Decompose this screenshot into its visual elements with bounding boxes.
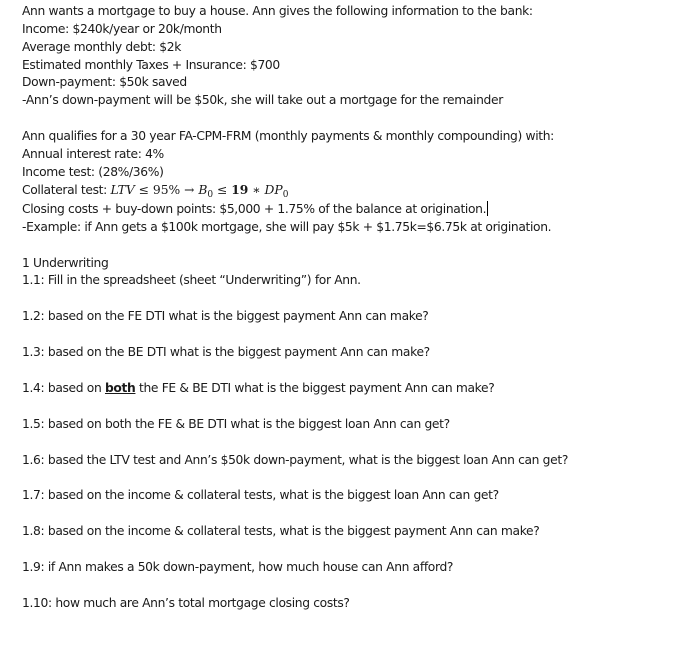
question-1-5: 1.5: based on both the FE & BE DTI what is the biggest loan Ann can get?	[22, 417, 450, 431]
collateral-leq-1: ≤ 95% →	[134, 183, 199, 197]
question-1-2: 1.2: based on the FE DTI what is the biggest payment Ann can make?	[22, 309, 429, 323]
collateral-19: 19	[231, 182, 249, 197]
section-title: 1 Underwriting	[22, 256, 109, 270]
question-1-4	[22, 380, 494, 396]
question-1-8: 1.8: based on the income & collateral tests, what is the biggest payment Ann can make?	[22, 524, 540, 538]
closing-costs-line	[22, 201, 488, 217]
example-line: -Example: if Ann gets a $100k mortgage, she will pay $5k + $1.75k=$6.75k at origination.	[22, 220, 552, 234]
question-1-7: 1.7: based on the income & collateral tests, what is the biggest loan Ann can get?	[22, 488, 499, 502]
intro-line-2: Income: $240k/year or 20k/month	[22, 22, 222, 36]
intro-line-6: -Ann’s down-payment will be $50k, she will take out a mortgage for the remainder	[22, 93, 503, 107]
qualify-line-3: Income test: (28%/36%)	[22, 165, 164, 179]
intro-line-3: Average monthly debt: $2k	[22, 40, 181, 54]
closing-costs-text: Closing costs + buy-down points: $5,000 + 1.75% of the balance at origination.	[22, 202, 487, 216]
collateral-times: ∗	[248, 183, 265, 197]
collateral-dp: DP	[264, 183, 283, 197]
intro-line-5: Down-payment: $50k saved	[22, 75, 187, 89]
intro-line-4: Estimated monthly Taxes + Insurance: $700	[22, 58, 280, 72]
collateral-ltv: LTV	[110, 183, 135, 197]
qualify-line-2: Annual interest rate: 4%	[22, 147, 164, 161]
collateral-test-line	[22, 182, 288, 203]
question-1-4-pre: 1.4: based on	[22, 381, 105, 395]
collateral-b-sub: 0	[207, 190, 214, 200]
collateral-dp-sub: 0	[282, 190, 289, 200]
qualify-line-1: Ann qualifies for a 30 year FA-CPM-FRM (monthly payments & monthly compounding) with:	[22, 129, 554, 143]
collateral-prefix: Collateral test:	[22, 183, 111, 197]
question-1-9: 1.9: if Ann makes a 50k down-payment, how much house can Ann afford?	[22, 560, 454, 574]
question-1-10: 1.10: how much are Ann’s total mortgage closing costs?	[22, 596, 350, 610]
question-1-1: 1.1: Fill in the spreadsheet (sheet “Underwriting”) for Ann.	[22, 273, 361, 287]
question-1-4-post: the FE & BE DTI what is the biggest payment Ann can make?	[135, 381, 495, 395]
collateral-b: B	[198, 183, 208, 197]
collateral-leq-2: ≤	[213, 183, 232, 197]
question-1-4-both: both	[104, 381, 136, 395]
question-1-3: 1.3: based on the BE DTI what is the biggest payment Ann can make?	[22, 345, 430, 359]
question-1-6: 1.6: based the LTV test and Ann’s $50k down-payment, what is the biggest loan Ann can get?	[22, 453, 568, 467]
intro-line-1: Ann wants a mortgage to buy a house. Ann gives the following information to the bank:	[22, 4, 533, 18]
text-cursor	[487, 201, 488, 216]
